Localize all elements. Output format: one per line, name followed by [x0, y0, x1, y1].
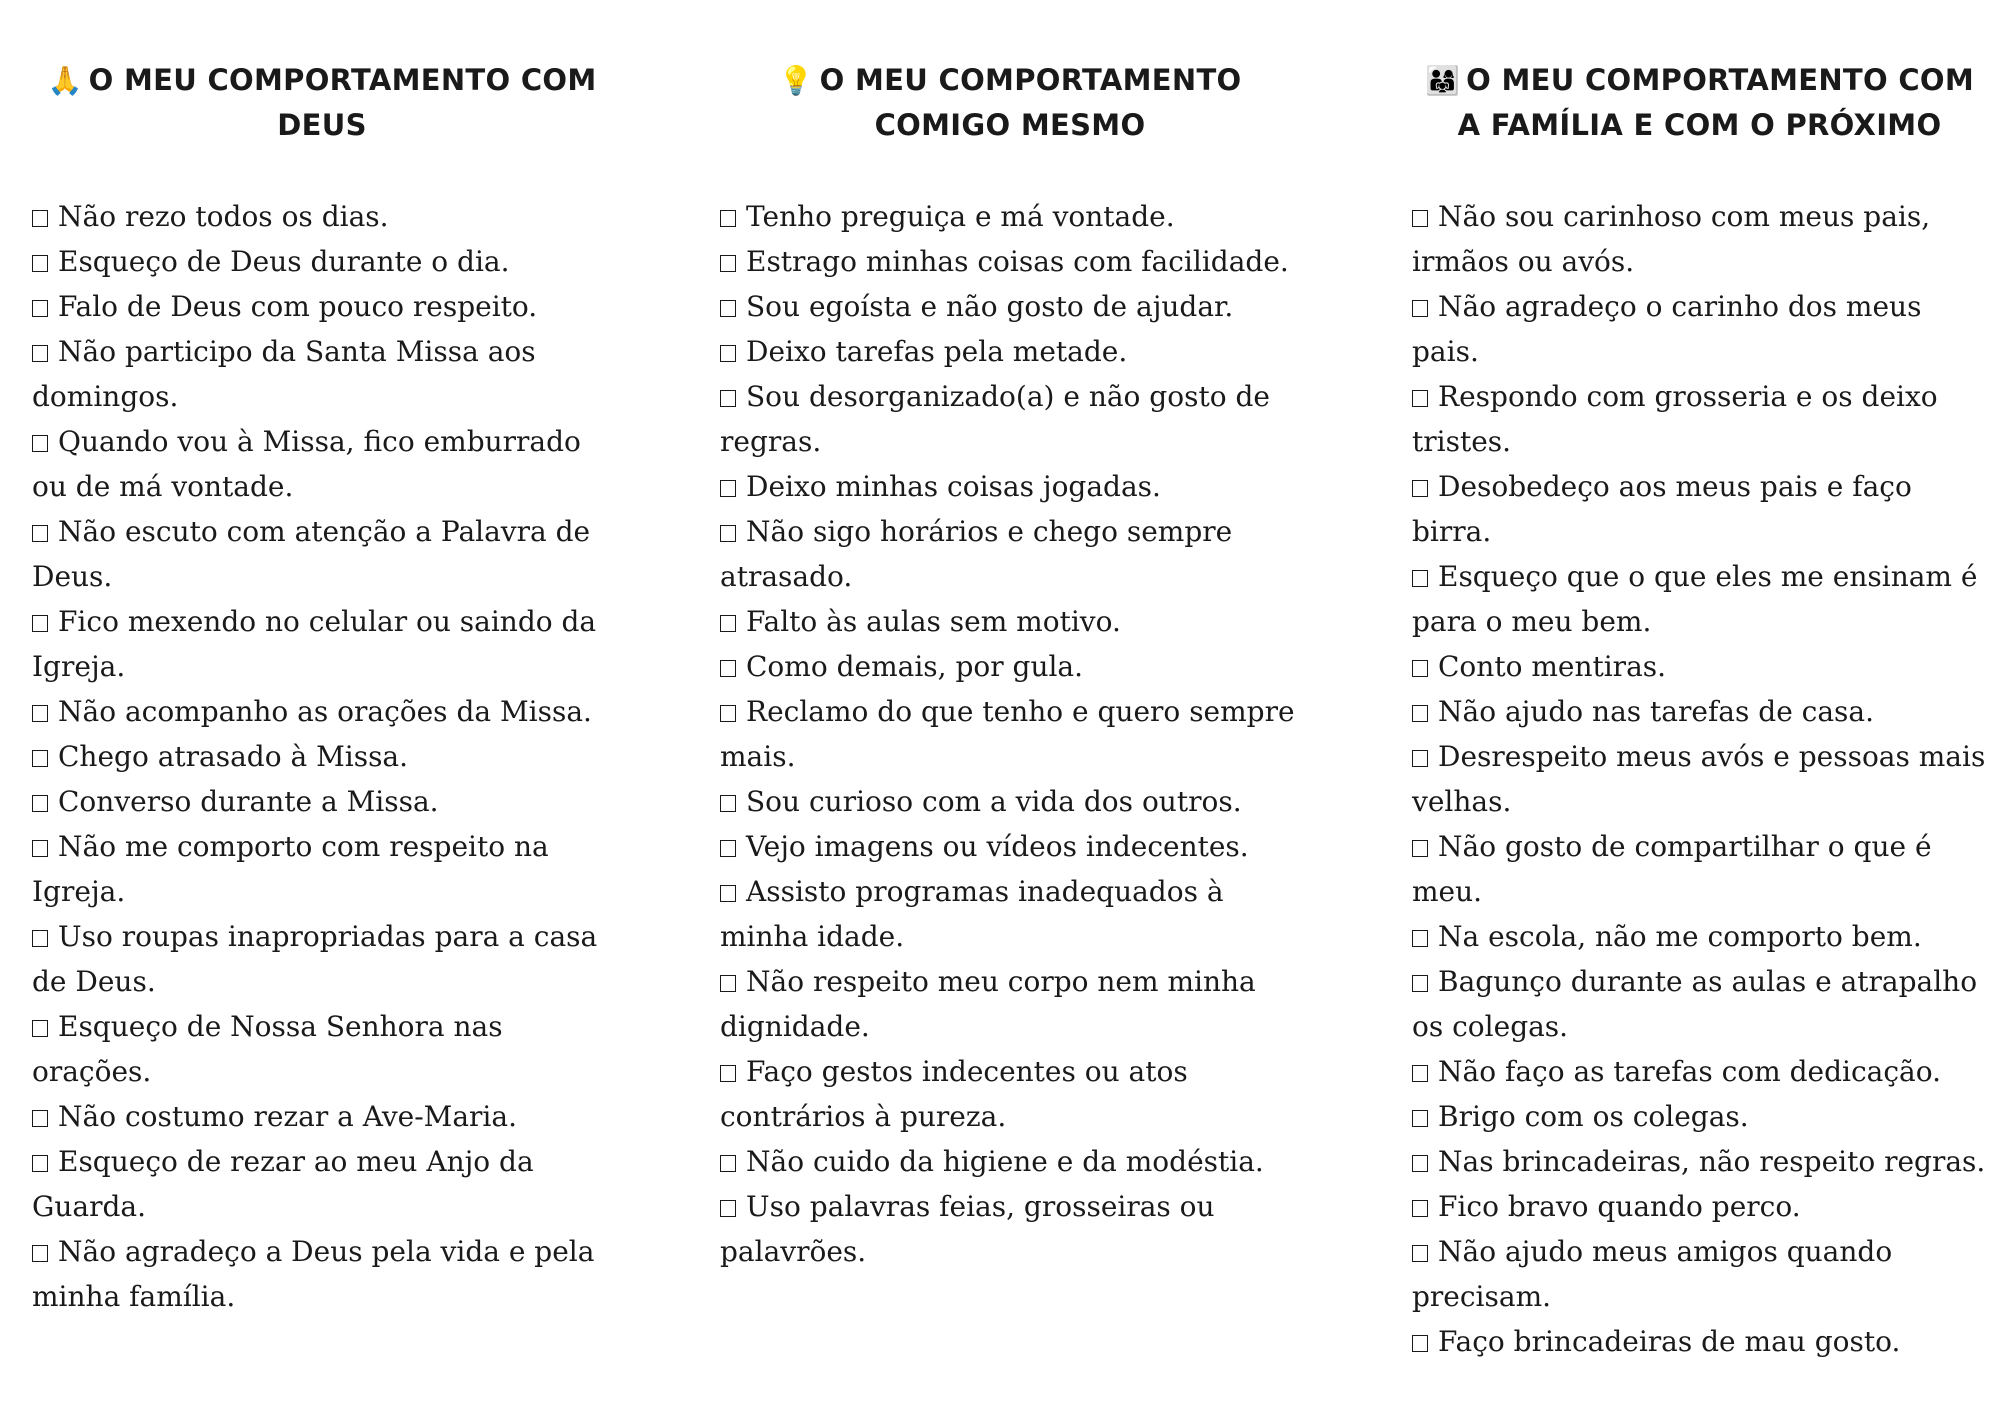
- checklist-item: [720, 464, 1300, 509]
- checkbox[interactable]: [32, 1020, 48, 1037]
- checklist-item: [720, 284, 1300, 329]
- checklist-item-label: Sou curioso com a vida dos outros.: [746, 785, 1242, 818]
- checklist-item: [1412, 824, 1987, 914]
- checkbox[interactable]: [32, 750, 48, 767]
- checklist-item: [32, 194, 612, 239]
- checkbox[interactable]: [32, 1245, 48, 1262]
- checklist-item: [720, 644, 1300, 689]
- checkbox[interactable]: [32, 1110, 48, 1127]
- checkbox[interactable]: [1412, 1110, 1428, 1127]
- column-title-text: O MEU COMPORTAMENTO COM DEUS: [88, 63, 597, 142]
- checklist-item: [720, 194, 1300, 239]
- column-title: [32, 58, 612, 148]
- checklist-item-label: Desrespeito meus avós e pessoas mais velhas.: [1412, 740, 1986, 818]
- checklist-item-label: Falo de Deus com pouco respeito.: [58, 290, 538, 323]
- checklist-item-label: Nas brincadeiras, não respeito regras.: [1438, 1145, 1986, 1178]
- checklist-item: [720, 509, 1300, 599]
- column-god: [32, 58, 612, 1313]
- checkbox[interactable]: [1412, 660, 1428, 677]
- checklist-item-label: Não agradeço o carinho dos meus pais.: [1412, 290, 1922, 368]
- checkbox[interactable]: [1412, 480, 1428, 497]
- checkbox[interactable]: [720, 390, 736, 407]
- checklist-item-label: Deixo tarefas pela metade.: [746, 335, 1128, 368]
- checkbox[interactable]: [720, 480, 736, 497]
- checklist-item-label: Desobedeço aos meus pais e faço birra.: [1412, 470, 1912, 548]
- checklist-item: [32, 1229, 612, 1319]
- checkbox[interactable]: [720, 615, 736, 632]
- column-family-neighbor: [1412, 58, 1987, 1358]
- checkbox[interactable]: [32, 1155, 48, 1172]
- checkbox[interactable]: [720, 300, 736, 317]
- checklist-item-label: Vejo imagens ou vídeos indecentes.: [746, 830, 1249, 863]
- checklist-item: [720, 239, 1300, 284]
- checklist-item-label: Fico bravo quando perco.: [1438, 1190, 1801, 1223]
- checkbox[interactable]: [720, 525, 736, 542]
- checkbox[interactable]: [32, 840, 48, 857]
- checkbox[interactable]: [32, 300, 48, 317]
- checklist-item-label: Reclamo do que tenho e quero sempre mais.: [720, 695, 1295, 773]
- checklist-item: [32, 329, 612, 419]
- checkbox[interactable]: [32, 210, 48, 227]
- checklist-item: [1412, 644, 1987, 689]
- column-title: [1412, 58, 1987, 148]
- checklist-item: [1412, 284, 1987, 374]
- checkbox[interactable]: [720, 345, 736, 362]
- checklist-item-label: Esqueço de rezar ao meu Anjo da Guarda.: [32, 1145, 534, 1223]
- checklist-item: [720, 869, 1300, 959]
- checklist-item-label: Não sou carinhoso com meus pais, irmãos ou avós.: [1412, 200, 1931, 278]
- checklist-item: [32, 419, 612, 509]
- checklist-item-label: Não cuido da higiene e da modéstia.: [746, 1145, 1264, 1178]
- checklist-item-label: Não rezo todos os dias.: [58, 200, 389, 233]
- checklist-item: [1412, 1094, 1987, 1139]
- checklist-item: [1412, 194, 1987, 284]
- checklist-item-label: Não costumo rezar a Ave-Maria.: [58, 1100, 517, 1133]
- checklist-item-label: Brigo com os colegas.: [1438, 1100, 1749, 1133]
- checklist-item: [1412, 959, 1987, 1049]
- checkbox[interactable]: [720, 795, 736, 812]
- checklist-item-label: Faço gestos indecentes ou atos contrários à pureza.: [720, 1055, 1188, 1133]
- checkbox[interactable]: [1412, 210, 1428, 227]
- checkbox[interactable]: [1412, 1065, 1428, 1082]
- checklist-item: [720, 1049, 1300, 1139]
- checklist-item-label: Não me comporto com respeito na Igreja.: [32, 830, 549, 908]
- family-icon: 👨‍👩‍👧: [1424, 64, 1461, 97]
- checkbox[interactable]: [1412, 1245, 1428, 1262]
- checklist-item: [32, 689, 612, 734]
- checklist-item: [720, 599, 1300, 644]
- checklist-item-label: Não escuto com atenção a Palavra de Deus.: [32, 515, 591, 593]
- checklist-item: [720, 689, 1300, 779]
- checklist-item: [1412, 734, 1987, 824]
- checklist-item-label: Sou desorganizado(a) e não gosto de regras.: [720, 380, 1270, 458]
- checklist-item: [720, 1139, 1300, 1184]
- checkbox[interactable]: [32, 615, 48, 632]
- checklist-item-label: Tenho preguiça e má vontade.: [746, 200, 1175, 233]
- checkbox[interactable]: [1412, 1155, 1428, 1172]
- checklist-item-label: Na escola, não me comporto bem.: [1438, 920, 1922, 953]
- column-title-text: O MEU COMPORTAMENTO COM A FAMÍLIA E COM O PRÓXIMO: [1457, 63, 1975, 142]
- checklist-item-label: Esqueço que o que eles me ensinam é para o meu bem.: [1412, 560, 1978, 638]
- checkbox[interactable]: [1412, 390, 1428, 407]
- checklist-item: [1412, 1184, 1987, 1229]
- checklist-item: [720, 374, 1300, 464]
- checkbox[interactable]: [720, 1200, 736, 1217]
- checklist-item-label: Não agradeço a Deus pela vida e pela minha família.: [32, 1235, 595, 1313]
- checkbox[interactable]: [720, 840, 736, 857]
- checkbox[interactable]: [1412, 300, 1428, 317]
- checklist-item-label: Respondo com grosseria e os deixo tristes.: [1412, 380, 1938, 458]
- column-title-text: O MEU COMPORTAMENTO COMIGO MESMO: [819, 63, 1242, 142]
- checkbox[interactable]: [720, 660, 736, 677]
- checklist-item: [1412, 914, 1987, 959]
- checklist-item: [1412, 1139, 1987, 1184]
- checklist-item: [1412, 554, 1987, 644]
- checkbox[interactable]: [1412, 705, 1428, 722]
- checklist: [720, 194, 1300, 1274]
- checklist-item-label: Não ajudo nas tarefas de casa.: [1438, 695, 1874, 728]
- checklist-item: [32, 599, 612, 689]
- checklist-item-label: Conto mentiras.: [1438, 650, 1667, 683]
- checklist-item-label: Falto às aulas sem motivo.: [746, 605, 1121, 638]
- checklist-item-label: Não ajudo meus amigos quando precisam.: [1412, 1235, 1893, 1313]
- praying-hands-icon: 🙏: [47, 64, 83, 97]
- checklist-item: [720, 1184, 1300, 1274]
- checkbox[interactable]: [720, 885, 736, 902]
- checklist-item: [1412, 374, 1987, 464]
- checklist: [1412, 194, 1987, 1364]
- checkbox[interactable]: [32, 345, 48, 362]
- checklist-item: [32, 284, 612, 329]
- checkbox[interactable]: [720, 210, 736, 227]
- checklist-item: [720, 959, 1300, 1049]
- checklist-item: [32, 779, 612, 824]
- column-myself: [720, 58, 1300, 1268]
- checkbox[interactable]: [32, 435, 48, 452]
- checklist-item-label: Sou egoísta e não gosto de ajudar.: [746, 290, 1234, 323]
- checklist-item-label: Assisto programas inadequados à minha idade.: [720, 875, 1224, 953]
- light-bulb-icon: 💡: [778, 64, 814, 97]
- checkbox[interactable]: [1412, 1200, 1428, 1217]
- checkbox[interactable]: [32, 795, 48, 812]
- checklist-item-label: Não sigo horários e chego sempre atrasado.: [720, 515, 1233, 593]
- checklist-item-label: Faço brincadeiras de mau gosto.: [1438, 1325, 1901, 1358]
- checklist-item: [1412, 464, 1987, 554]
- checklist-item-label: Chego atrasado à Missa.: [58, 740, 409, 773]
- checkbox[interactable]: [1412, 750, 1428, 767]
- checkbox[interactable]: [1412, 975, 1428, 992]
- checklist-item-label: Não faço as tarefas com dedicação.: [1438, 1055, 1942, 1088]
- checklist-item-label: Bagunço durante as aulas e atrapalho os colegas.: [1412, 965, 1978, 1043]
- checkbox[interactable]: [32, 930, 48, 947]
- column-title: [720, 58, 1300, 148]
- checklist-item: [720, 779, 1300, 824]
- checklist-item-label: Não respeito meu corpo nem minha dignidade.: [720, 965, 1256, 1043]
- checkbox[interactable]: [1412, 570, 1428, 587]
- checklist-item-label: Não participo da Santa Missa aos domingos.: [32, 335, 536, 413]
- checklist-item-label: Esqueço de Deus durante o dia.: [58, 245, 510, 278]
- checklist-item-label: Não acompanho as orações da Missa.: [58, 695, 592, 728]
- checklist-item: [1412, 1049, 1987, 1094]
- checkbox[interactable]: [720, 705, 736, 722]
- checklist-item: [720, 329, 1300, 374]
- checklist-item: [32, 239, 612, 284]
- checklist-item: [1412, 1319, 1987, 1364]
- checklist-item-label: Não gosto de compartilhar o que é meu.: [1412, 830, 1932, 908]
- checklist-item: [32, 1139, 612, 1229]
- checklist: [32, 194, 612, 1319]
- checkbox[interactable]: [1412, 930, 1428, 947]
- checkbox[interactable]: [720, 1065, 736, 1082]
- checklist-item-label: Converso durante a Missa.: [58, 785, 439, 818]
- checkbox[interactable]: [720, 255, 736, 272]
- checkbox[interactable]: [720, 1155, 736, 1172]
- checklist-item: [32, 914, 612, 1004]
- checklist-item-label: Como demais, por gula.: [746, 650, 1084, 683]
- checkbox[interactable]: [32, 255, 48, 272]
- checkbox[interactable]: [1412, 1335, 1428, 1352]
- checklist-item: [32, 734, 612, 779]
- checklist-item: [32, 1004, 612, 1094]
- checklist-item-label: Esqueço de Nossa Senhora nas orações.: [32, 1010, 503, 1088]
- checklist-item-label: Uso palavras feias, grosseiras ou palavrões.: [720, 1190, 1215, 1268]
- checklist-item: [1412, 1229, 1987, 1319]
- checklist-item: [32, 824, 612, 914]
- checkbox[interactable]: [32, 705, 48, 722]
- checklist-item-label: Quando vou à Missa, fico emburrado ou de má vontade.: [32, 425, 581, 503]
- checklist-item: [720, 824, 1300, 869]
- checklist-item: [32, 509, 612, 599]
- checklist-item-label: Fico mexendo no celular ou saindo da Igreja.: [32, 605, 597, 683]
- checkbox[interactable]: [720, 975, 736, 992]
- checklist-item-label: Deixo minhas coisas jogadas.: [746, 470, 1161, 503]
- checklist-item-label: Uso roupas inapropriadas para a casa de Deus.: [32, 920, 598, 998]
- checkbox[interactable]: [32, 525, 48, 542]
- checklist-item: [32, 1094, 612, 1139]
- checklist-item-label: Estrago minhas coisas com facilidade.: [746, 245, 1289, 278]
- checkbox[interactable]: [1412, 840, 1428, 857]
- checklist-item: [1412, 689, 1987, 734]
